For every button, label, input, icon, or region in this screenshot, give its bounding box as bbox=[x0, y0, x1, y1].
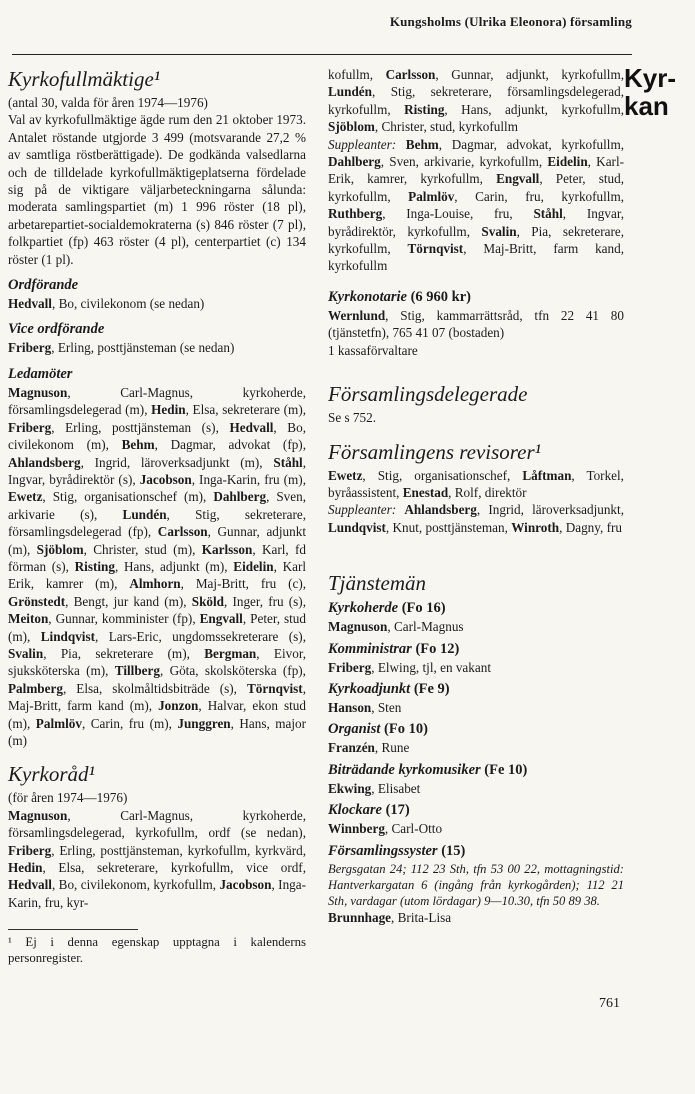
role-heading: Kyrkoherde (Fo 16) bbox=[328, 600, 446, 617]
person-name: Engvall bbox=[496, 171, 540, 187]
person-details: , Maj-Britt, fru (c), bbox=[180, 576, 307, 592]
person-details: , Bo, civilekonom, kyrkofullm, bbox=[51, 877, 220, 893]
person-details: , Gunnar, komminister (fp), bbox=[48, 611, 200, 627]
person-details: , Knut, posttjänsteman, bbox=[385, 519, 512, 535]
person-details: , Karl-Erik, kamrer, kyrkofullm, bbox=[328, 154, 625, 187]
page-header bbox=[12, 14, 632, 38]
thumb-index-line-1: Kyr- bbox=[624, 63, 677, 93]
person-name: Winroth bbox=[511, 519, 560, 535]
kyrkofullmaktige-heading: Kyrkofullmäktige¹ bbox=[8, 67, 161, 91]
person-details: , Inga-Karin, fru (m), bbox=[191, 471, 306, 487]
role-holder: Ekwing, Elisabet bbox=[328, 780, 421, 796]
person-details: , Peter, stud (m), bbox=[8, 611, 306, 644]
person-details: , Christer, stud (m), bbox=[83, 541, 202, 557]
vice-ordforande-entry: Friberg, Erling, posttjänsteman (se nedan) bbox=[8, 340, 235, 356]
person-details: , Erling, posttjänsteman, kyrkofullm, kyrkvärd, bbox=[51, 842, 306, 858]
person-name: Ewetz bbox=[328, 467, 363, 483]
person-name: Jacobson bbox=[219, 877, 272, 893]
person-details: , Stig, sekreterare, församlingsdelegerad, kyrkofullm, bbox=[328, 84, 624, 117]
footnote: ¹ Ej i denna egenskap upptagna i kalenderns personregister. bbox=[8, 935, 306, 966]
person-details: , Rolf, direktör bbox=[448, 484, 527, 500]
person-name: Sjöblom bbox=[328, 119, 375, 135]
person-name: Svalin bbox=[8, 645, 44, 661]
person-details: , Christer, stud, kyrkofullm bbox=[374, 119, 518, 135]
person-details: , Pia, sekreterare, kyrkofullm, bbox=[328, 223, 624, 257]
person-name: Friberg bbox=[8, 842, 52, 858]
vice-ordforande-heading: Vice ordförande bbox=[8, 321, 105, 338]
person-details: , Eivor, sjuksköterska (m), bbox=[8, 645, 306, 679]
person-name: Dahlberg bbox=[328, 154, 381, 170]
person-name: Ewetz bbox=[8, 489, 43, 505]
person-details: , Hans, adjunkt, kyrkofullm, bbox=[444, 101, 624, 117]
person-details: , Hans, major (m) bbox=[8, 715, 306, 748]
person-name: Grönstedt bbox=[8, 593, 66, 609]
person-name: Lundén bbox=[328, 84, 372, 100]
ordforande-entry: Hedvall, Bo, civilekonom (se nedan) bbox=[8, 296, 205, 312]
person-name: Ståhl bbox=[533, 206, 563, 222]
person-name: Ruthberg bbox=[328, 206, 383, 222]
person-name: Ahlandsberg bbox=[404, 502, 477, 518]
person-details: , Sven, arkivarie, kyrkofullm, bbox=[380, 154, 548, 170]
forsamlingssyster-address: Bergsgatan 24; 112 23 Sth, tfn 53 00 22, mottagningstid: Hantverkargatan 6 (ingång från kyrkogården); 112 21 Sth, vardagar (utom lördagar) 9—10.30, tfn 50 89 38. bbox=[328, 861, 624, 908]
person-name: Jonzon bbox=[158, 698, 199, 714]
person-name: Carlsson bbox=[157, 524, 208, 540]
revisorer-list bbox=[328, 467, 624, 502]
page-number: 761 bbox=[599, 996, 620, 1011]
person-name: Karlsson bbox=[201, 541, 253, 557]
person-details: , Inga-Karin, fru, kyr- bbox=[8, 877, 306, 910]
person-details: , Ingrid, läroverksadjunkt (m), bbox=[80, 454, 274, 470]
person-name: Ståhl bbox=[273, 454, 303, 470]
person-details: , Sven, arkivarie (s), bbox=[8, 489, 307, 522]
right-column bbox=[328, 66, 624, 926]
ordforande-heading: Ordförande bbox=[8, 277, 79, 294]
footnote-rule bbox=[8, 929, 138, 930]
forsamlingssyster-entry: Brunnhage, Brita-Lisa bbox=[328, 909, 452, 925]
person-name: Junggren bbox=[177, 715, 231, 731]
tjanstemen-roles bbox=[328, 598, 624, 840]
person-details: , Bengt, jur kand (m), bbox=[65, 593, 192, 609]
role-heading: Organist (Fo 10) bbox=[328, 721, 428, 738]
person-details: , Göta, skolsköterska (fp), bbox=[159, 663, 306, 679]
person-details: , Karl Erik, kamrer (m), bbox=[8, 558, 307, 592]
person-name: Jacobson bbox=[139, 471, 192, 487]
person-details: , Ingvar, byrådirektör (s), bbox=[8, 454, 306, 487]
person-name: Ahlandsberg bbox=[8, 454, 81, 470]
kyrkonotarie-entry: Wernlund, Stig, kammarrättsråd, tfn 22 41 80 (tjänstetfn), 765 41 07 (bostaden) bbox=[328, 307, 624, 341]
election-text: Val av kyrkofullmäktige ägde rum den 21 oktober 1973. Antalet röstande utgjorde 3 499 (motsvarande 27,2 % av samtliga röstberättigade). De godkända valsedlarna och de tilldelade kyrkofullmäktigeplatserna fördelade sig på de viktigare väljarbeteckningarna sålunda: moderata samlingspartiet (m) 1 996 röster (18 pl), arbetarepartiet-socialdemokraterna (s) 846 röster (7 pl), folkpartiet (fp) 463 röster (4 pl), centerpartiet (c) 134 röster (1 pl). bbox=[8, 112, 306, 267]
thumb-index-line-2: kan bbox=[624, 91, 669, 121]
role-holder: Friberg, Elwing, tjl, en vakant bbox=[328, 659, 491, 675]
person-details: , Bo, civilekonom (m), bbox=[8, 419, 306, 453]
person-details: , Torkel, byråassistent, bbox=[328, 467, 624, 500]
person-details: , Elsa, sekreterare, kyrkofullm, vice ordf, bbox=[42, 860, 306, 876]
person-name: Magnuson bbox=[8, 807, 68, 823]
role-heading: Biträdande kyrkomusiker (Fe 10) bbox=[328, 761, 528, 778]
person-details: , Carin, fru, kyrkofullm, bbox=[454, 188, 624, 204]
person-name: Carlsson bbox=[385, 67, 436, 82]
kyrkorad-continuation bbox=[328, 66, 624, 136]
person-details: , Inga-Louise, fru, bbox=[382, 206, 534, 222]
person-details: , Stig, sekreterare, församlingsdelegerad (fp), bbox=[8, 506, 306, 540]
person-details: , Gunnar, adjunkt, kyrkofullm, bbox=[435, 67, 624, 82]
kyrkofullmaktige-intro: (antal 30, valda för åren 1974—1976) bbox=[8, 95, 208, 110]
person-name: Dahlberg bbox=[213, 489, 267, 505]
person-details: kofullm, bbox=[328, 67, 386, 82]
person-details: , Peter, stud, kyrkofullm, bbox=[328, 171, 624, 204]
forsamlingssyster-heading: Församlingssyster (15) bbox=[328, 842, 466, 859]
role-holder: Winnberg, Carl-Otto bbox=[328, 821, 443, 837]
person-name: Låftman bbox=[522, 467, 572, 483]
revisorer-suppleanter: Suppleanter: Ahlandsberg, Ingrid, läroverksadjunkt, Lundqvist, Knut, posttjänsteman, Winroth, Dagny, fru bbox=[328, 502, 624, 535]
role-heading: Komministrar (Fo 12) bbox=[328, 640, 460, 657]
person-details: , Karl, fd förman (s), bbox=[8, 541, 306, 574]
person-name: Enestad bbox=[402, 484, 449, 500]
person-name: Behm bbox=[405, 136, 439, 152]
kyrkorad-list bbox=[8, 807, 306, 911]
role-holder: Franzén, Rune bbox=[328, 740, 410, 756]
role-holder: Hanson, Sten bbox=[328, 699, 402, 715]
person-details: , Dagmar, advokat (fp), bbox=[154, 437, 306, 453]
person-name: Tillberg bbox=[114, 663, 160, 679]
delegerade-heading: Församlingsdelegerade bbox=[328, 382, 528, 407]
person-name: Palmberg bbox=[8, 680, 63, 696]
person-details: , Inger, fru (s), bbox=[224, 593, 306, 609]
person-name: Lundqvist bbox=[328, 519, 386, 535]
person-name: Törnqvist bbox=[407, 241, 464, 257]
person-details: , Carl-Magnus, kyrkoherde, församlingsdelegerad, kyrkofullm, ordf (se nedan), bbox=[8, 807, 306, 841]
person-details: , Dagny, fru bbox=[559, 519, 622, 535]
person-details: , Ingrid, läroverksadjunkt, bbox=[476, 502, 624, 518]
kyrkonotarie-heading: Kyrkonotarie (6 960 kr) bbox=[328, 288, 471, 305]
person-details: , Hans, adjunkt (m), bbox=[114, 558, 234, 574]
person-name: Eidelin bbox=[547, 154, 588, 170]
person-name: Behm bbox=[121, 437, 155, 453]
person-name: Hedin bbox=[8, 860, 43, 876]
revisorer-heading: Församlingens revisorer¹ bbox=[328, 439, 541, 464]
person-name: Hedvall bbox=[229, 419, 274, 435]
delegerade-text: Se s 752. bbox=[328, 410, 376, 426]
person-details: , Dagmar, advokat, kyrkofullm, bbox=[438, 136, 624, 152]
person-name: Hedin bbox=[151, 402, 186, 418]
person-name: Svalin bbox=[481, 223, 517, 239]
kyrkorad-heading: Kyrkoråd¹ bbox=[8, 762, 95, 787]
person-details: , Ingvar, byrådirektör, kyrkofullm, bbox=[328, 206, 625, 239]
person-name: Meiton bbox=[8, 611, 49, 627]
person-details: , Elsa, skolmåltidsbiträde (s), bbox=[62, 680, 247, 696]
person-details: , Maj-Britt, farm kand, kyrkofullm bbox=[328, 241, 625, 274]
left-column bbox=[8, 66, 306, 966]
person-name: Lindqvist bbox=[40, 628, 95, 644]
person-details: , Stig, organisationschef (m), bbox=[42, 489, 214, 505]
person-name: Friberg bbox=[8, 419, 52, 435]
person-name: Bergman bbox=[204, 645, 257, 661]
person-details: , Erling, posttjänsteman (s), bbox=[51, 419, 230, 435]
person-details: , Stig, organisationschef, bbox=[362, 467, 523, 483]
person-details: , Maj-Britt, farm kand (m), bbox=[8, 680, 306, 714]
ledamoter-heading: Ledamöter bbox=[8, 365, 73, 382]
person-details: , Halvar, ekon stud (m), bbox=[8, 698, 306, 731]
person-name: Hedvall bbox=[8, 877, 52, 893]
person-name: Risting bbox=[74, 558, 115, 574]
person-details: , Carin, fru (m), bbox=[81, 715, 178, 731]
person-details: , Carl-Magnus, kyrkoherde, församlingsdelegerad (m), bbox=[8, 384, 306, 418]
header-rule bbox=[12, 54, 632, 55]
role-heading: Kyrkoadjunkt (Fe 9) bbox=[328, 680, 450, 697]
running-head: Kungsholms (Ulrika Eleonora) församling bbox=[389, 14, 632, 29]
kassaforvaltare: 1 kassaförvaltare bbox=[328, 342, 418, 358]
person-name: Lundén bbox=[122, 506, 167, 522]
person-name: Sjöblom bbox=[36, 541, 84, 557]
thumb-index bbox=[624, 64, 686, 120]
role-holder: Magnuson, Carl-Magnus bbox=[328, 619, 464, 635]
person-name: Sköld bbox=[191, 593, 224, 609]
person-name: Palmlöv bbox=[408, 188, 455, 204]
kyrkorad-intro: (för åren 1974—1976) bbox=[8, 790, 128, 806]
person-details: , Pia, sekreterare (m), bbox=[43, 645, 205, 661]
person-name: Magnuson bbox=[8, 384, 68, 400]
person-details: , Elsa, sekreterare (m), bbox=[185, 402, 307, 418]
person-name: Risting bbox=[404, 101, 445, 117]
person-name: Törnqvist bbox=[247, 680, 303, 696]
person-name: Almhorn bbox=[129, 576, 181, 592]
tjanstemen-heading: Tjänstemän bbox=[328, 571, 427, 596]
ledamoter-list bbox=[8, 384, 306, 750]
person-name: Palmlöv bbox=[35, 715, 82, 731]
person-details: , Gunnar, adjunkt (m), bbox=[8, 524, 306, 557]
person-details: , Lars-Eric, ungdomssekreterare (s), bbox=[95, 628, 306, 644]
kyrkorad-suppleanter: Suppleanter: Behm, Dagmar, advokat, kyrkofullm, Dahlberg, Sven, arkivarie, kyrkofullm, Eidelin, Karl-Erik, kamrer, kyrkofullm, Engvall, Peter, stud, kyrkofullm, Palmlöv, Carin, fru, kyrkofullm, Ruthberg, Inga-Louise, fru, Ståhl, Ingvar, byrådirektör, kyrkofullm, Svalin, Pia, sekreterare, kyrkofullm, Törnqvist, Maj-Britt, farm kand, kyrkofullm bbox=[328, 136, 625, 274]
role-heading: Klockare (17) bbox=[328, 802, 410, 819]
person-name: Engvall bbox=[199, 611, 243, 627]
person-name: Eidelin bbox=[233, 558, 274, 574]
